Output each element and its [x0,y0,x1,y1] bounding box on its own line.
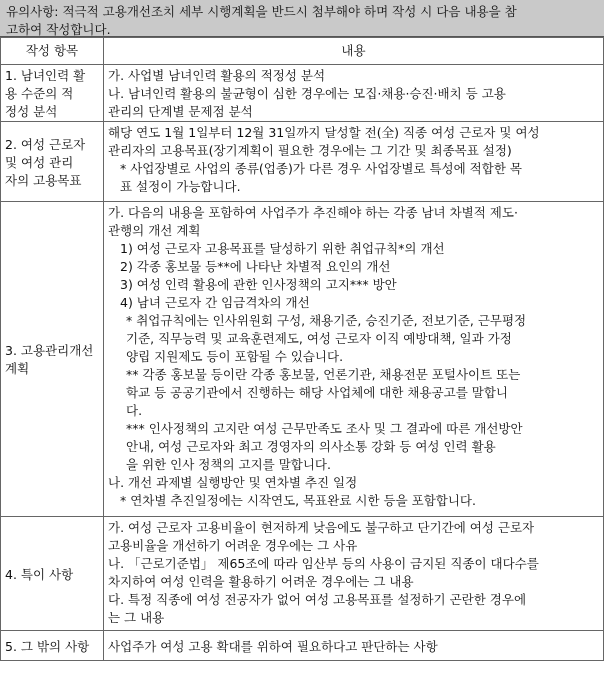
notice-banner: 유의사항: 적극적 고용개선조치 세부 시행계획을 반드시 첨부해야 하며 작성 시 다음 내용을 참 고하여 작성합니다. [0,0,604,37]
content-note: * 취업규칙에는 인사위원회 구성, 채용기준, 승진기준, 전보기준, 근무평정 기준, 직무능력 및 교육훈련제도, 여성 근로자 이직 예방대책, 일과 가정 양립 지원제도 등이 포함될 수 있습니다. [126,313,527,364]
content-note: * 사업장별로 사업의 종류(업종)가 다른 경우 사업장별로 특성에 적합한 목 표 설정이 가능합니다. [120,161,522,194]
header-content: 내용 [104,38,604,65]
row-content [104,631,604,661]
row-item-label: 4. 특이 사항 [1,517,104,631]
row-content [104,65,604,122]
content-line: 다. 특정 직종에 여성 전공자가 없어 여성 고용목표를 설정하기 곤란한 경우에 는 그 내용 [108,592,527,625]
row-item-label: 1. 남녀인력 활 용 수준의 적 정성 분석 [1,65,104,122]
table-header-row [1,38,604,65]
content-subitem: 3) 여성 인력 활용에 관한 인사정책의 고지*** 방안 [120,277,397,292]
table-row [1,122,604,202]
content-line: 나. 「근로기준법」 제65조에 따라 임산부 등의 사용이 금지된 직종이 대다수를 차지하여 여성 인력을 활용하기 어려운 경우에는 그 내용 [108,556,539,589]
content-note: *** 인사정책의 고지란 여성 근무만족도 조사 및 그 결과에 따른 개선방안 안내, 여성 근로자와 최고 경영자의 의사소통 강화 등 여성 인력 활용 을 위한 인사 정책의 고지를 말합니다. [126,421,523,472]
form-guide-table [0,37,604,661]
row-content [104,122,604,202]
content-line: 나. 개선 과제별 실행방안 및 연차별 추진 일정 [108,475,358,490]
table-row [1,65,604,122]
row-item-label: 2. 여성 근로자 및 여성 관리 자의 고용목표 [1,122,104,202]
content-line: 해당 연도 1월 1일부터 12월 31일까지 달성할 전(全) 직종 여성 근로자 및 여성 관리자의 고용목표(장기계획이 필요한 경우에는 그 기간 및 최종목표 설정) [108,125,540,158]
row-content [104,202,604,517]
content-line: 가. 여성 근로자 고용비율이 현저하게 낮음에도 불구하고 단기간에 여성 근로자 고용비율을 개선하기 어려운 경우에는 그 사유 [108,520,535,553]
content-subitem: 4) 남녀 근로자 간 임금격차의 개선 [120,295,310,310]
row-item-label: 3. 고용관리개선 계획 [1,202,104,517]
table-row [1,517,604,631]
content-note: ** 각종 홍보물 등이란 각종 홍보물, 언론기관, 채용전문 포털사이트 또는 학교 등 공공기관에서 진행하는 해당 사업체에 대한 채용공고를 말합니 다. [126,367,521,418]
content-line: 가. 다음의 내용을 포함하여 사업주가 추진해야 하는 각종 남녀 차별적 제도· 관행의 개선 계획 [108,205,518,238]
content-subitem: 2) 각종 홍보물 등**에 나타난 차별적 요인의 개선 [120,259,391,274]
table-row [1,631,604,661]
content-line: 가. 사업별 남녀인력 활용의 적정성 분석 [108,68,326,83]
table-row [1,202,604,517]
content-line: 나. 남녀인력 활용의 불균형이 심한 경우에는 모집·채용·승진·배치 등 고용 관리의 단계별 문제점 분석 [108,86,506,119]
content-subitem: 1) 여성 근로자 고용목표를 달성하기 위한 취업규칙*의 개선 [120,241,445,256]
row-content [104,517,604,631]
content-line: 사업주가 여성 고용 확대를 위하여 필요하다고 판단하는 사항 [108,638,438,654]
row-item-label: 5. 그 밖의 사항 [1,631,104,661]
content-note: * 연차별 추진일정에는 시작연도, 목표완료 시한 등을 포함합니다. [120,493,476,508]
header-item: 작성 항목 [1,38,104,65]
